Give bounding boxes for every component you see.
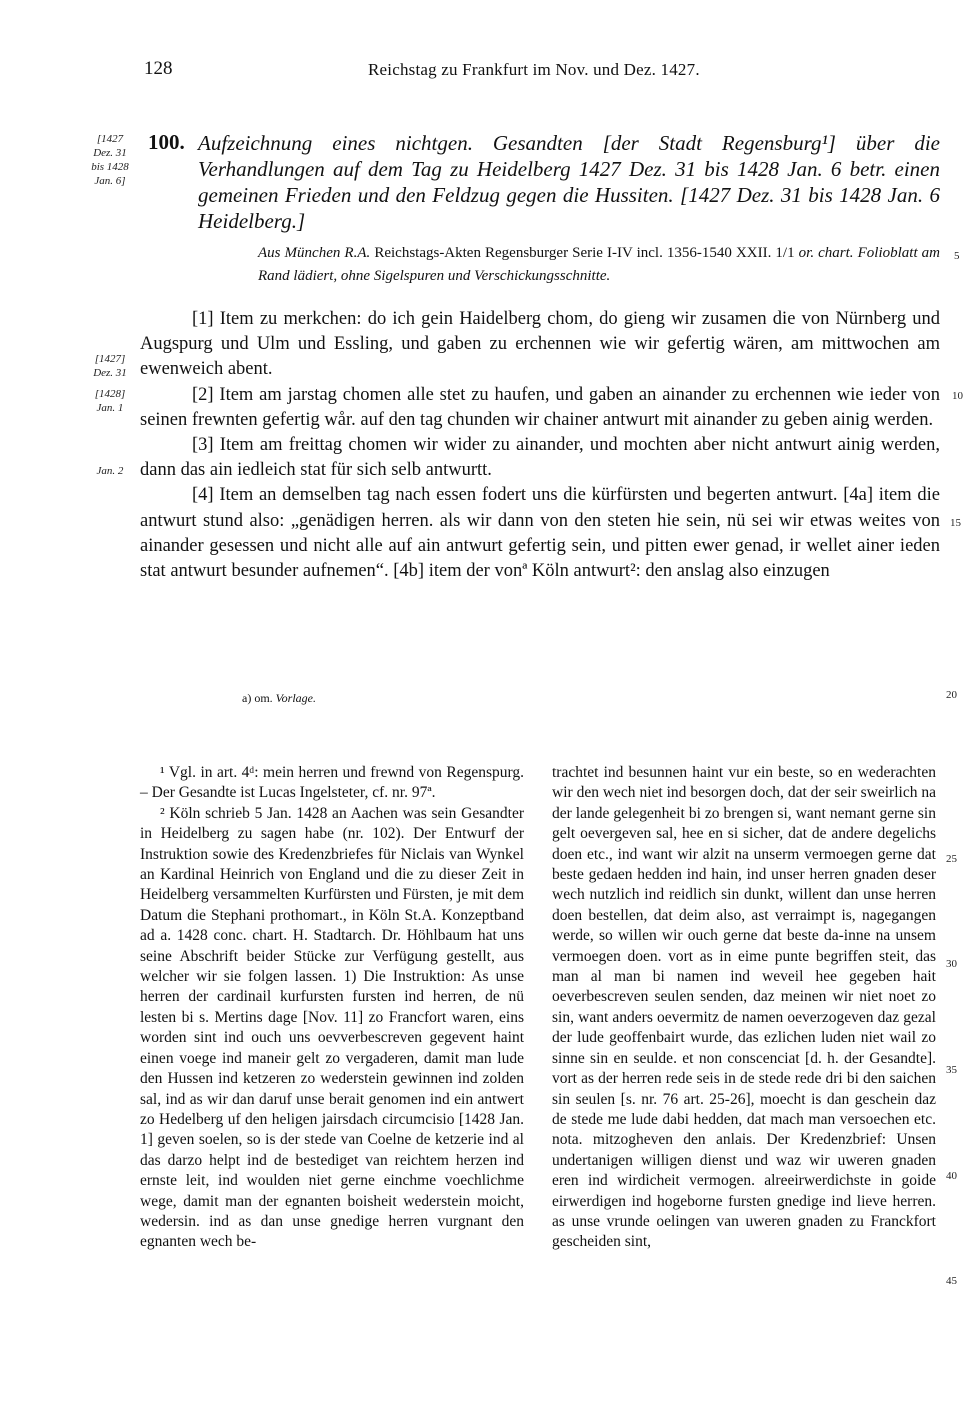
footnotes-right-column — [552, 763, 936, 1253]
line-number: 20 — [946, 689, 957, 701]
margin-date: [1427] Dez. 31 — [93, 353, 127, 379]
source-note — [258, 242, 940, 288]
line-number: 30 — [946, 958, 957, 970]
main-text — [140, 307, 940, 584]
paragraph: [2] Item am jarstag chomen alle stet zu haufen, und gaben an ainander zu erchennen wie ieder von seinen frewnten gefertig wår. auf den tag chunden wir chainer antwurt mit ainander zu geben ainig werden. — [140, 384, 940, 430]
document-number: 100. — [148, 130, 185, 154]
apparatus-label: a) om. — [242, 691, 273, 705]
page-number: 128 — [144, 58, 173, 79]
line-number: 25 — [946, 853, 957, 865]
line-number: 45 — [946, 1275, 957, 1287]
footnote: ¹ Vgl. in art. 4ᵈ: mein herren und frewnd von Regenspurg. – Der Gesandte ist Lucas Ingelsteter, cf. nr. 97ª. — [140, 764, 524, 802]
critical-apparatus — [242, 691, 316, 706]
margin-date: [1427 Dez. 31 bis 1428 Jan. 6] — [91, 133, 129, 187]
margin-date: [1428] Jan. 1 — [94, 388, 126, 414]
line-number: 5 — [954, 250, 960, 262]
running-title: Reichstag zu Frankfurt im Nov. und Dez. 1427. — [368, 60, 700, 79]
source-reference: Reichstags-Akten Regensburger Serie I-IV incl. 1356-1540 XXII. 1/1 — [370, 245, 799, 261]
apparatus-text: Vorlage. — [272, 691, 316, 705]
line-number: 15 — [950, 517, 961, 529]
source-description: or. chart. Folioblatt am Rand lädiert, ohne Sigelspuren und Verschickungsschnitte. — [258, 245, 941, 284]
line-number: 40 — [946, 1170, 957, 1182]
footnotes-left-column — [140, 763, 524, 1253]
line-number: 35 — [946, 1064, 957, 1076]
paragraph: [4] Item an demselben tag nach essen fodert uns die kürfürsten und begerten antwurt. [4a] item die antwurt stund also: „genädigen herren. als wir dann von den steten hie sein, nü sei wir etwas weites von ainander gesessen und nicht alle auf ain antwurt gefertig sein, und pitten ewer genad, ir wellet ainer ieden stat antwurt besunder aufnemen“. [4b] item der vonª Köln antwurt²: den anslag also einzugen — [140, 485, 940, 582]
line-number: 10 — [952, 390, 963, 402]
footnote-continuation: trachtet ind besunnen haint vur ein beste, so en wederachten wir den wech niet ind besorgen doch, dat der seir sweirlich na der lande gelegenheit bi zo brengen si, want nemant gerne sin gelt oevergeven sal, hee en si sicher, dat de andere degelichs doen etc., ind want wir alzit na unserm vermoegen gerne dat beste gedaen hedden ind hain, ind unser herren gnaden deser wech nutzlich ind reidlich sin dunkt, willent dan unse herren doen bestellen, dat deim also, ast verraimpt is, nagegangen werde, so willen wir ouch gerne dat beste da-inne na unsem vermoegen doen. vort as in eime punte begriffen steit, das man al man bi namen ind weveil hee gegeben hait oeverbescreven seulen senden, daz meinen wir niet noet zo sin, want anders oevermitz de namen oeverzogeven daz gezal der lude geoffenbairt wurde, das ezlichen luden niet wail zo sinne sin en seulde. et non conscenciat [d. h. der Gesandte]. vort as der herren rede seis in de stede rede dri bi den saichen sin seulen [s. nr. 76 art. 25-26], moecht is dan geschein daz de stede me lude dabi hedden, dat mach man versoechen etc. nota. mitzogheven den anlais. Der Kredenzbrief: Unsen undertanigen willigen dienst und waz wir uweren gnaden eren ind wirdicheit vermogen. alreeirwerdichste in goide eirwerdigen ind hogeborne fursten gnedige ind lieve herren. as unse vrunde oelingen van uweren gnaden zu Franckfort gescheiden sint, — [552, 764, 936, 1251]
source-archive: Aus München R.A. — [258, 245, 371, 261]
paragraph: [3] Item am freittag chomen wir wider zu ainander, und mochten aber nicht antwurt ainig werden, dann das ain iedleich stat für sich selb antwurtt. — [140, 435, 940, 481]
document-title: Aufzeichnung eines nichtgen. Gesandten [der Stadt Regensburg¹] über die Verhandlungen auf dem Tag zu Heidelberg 1427 Dez. 31 bis 1428 Jan. 6 betr. einen gemeinen Frieden und den Feldzug gegen die Hussiten. [1427 Dez. 31 bis 1428 Jan. 6 Heidelberg.] — [198, 131, 940, 233]
footnote: ² Köln schrieb 5 Jan. 1428 an Aachen was sein Gesandter in Heidelberg zu sagen habe (nr. 102). Der Entwurf der Instruktion sowie des Kredenzbriefes für Niclais van Wynkel an Kardinal Heinrich von England und die zu dieser Zeit in Heidelberg versammelten Kurfürsten und Fürsten, je mit dem Datum die Stephani prothomart., in Köln St.A. Konzeptband ad a. 1428 conc. chart. H. Stadtarch. Dr. Höhlbaum hat uns seine Abschrift beider Stücke zur Verfügung gestellt, aus welcher wir sie folgen lassen. 1) Die Instruktion: As unse herren der cardinail kurfursten fursten ind herren, de nü lesten bi s. Mertins dage [Nov. 11] zo Francfort waren, eins worden sint ind ouch uns oevverbescreven gegevent haint einen voege ind maneir gelt zo vergaderen, damit man lude den Hussen ind ketzeren zo wederstein gewinnen ind zolden sal, ind as wir dan daruf unse berait genomen ind ein antwert zo Hedelberg uf den heligen jairsdach circumcisio [1428 Jan. 1] geven soelen, so is der stede van Coelne de ketzerie ind al das darzo helpt ind de bestediget van reichtem herzen ind ernste leit, ind woulden niet gerne einchme voechlichme wege, damit man der egnanten boisheit wederstein moicht, wedersin. ind as dan unse gnedige herren vurgnant den egnanten wech be- — [140, 804, 524, 1251]
margin-date: Jan. 2 — [96, 465, 124, 477]
paragraph: [1] Item zu merkchen: do ich gein Haidelberg chom, do gieng wir zusamen die von Nürnberg und Augspurg und Ulm und Essling, und gaben zu erchennen wie wir gefertig wären, am mittwochen am ewenweich abent. — [140, 309, 940, 380]
